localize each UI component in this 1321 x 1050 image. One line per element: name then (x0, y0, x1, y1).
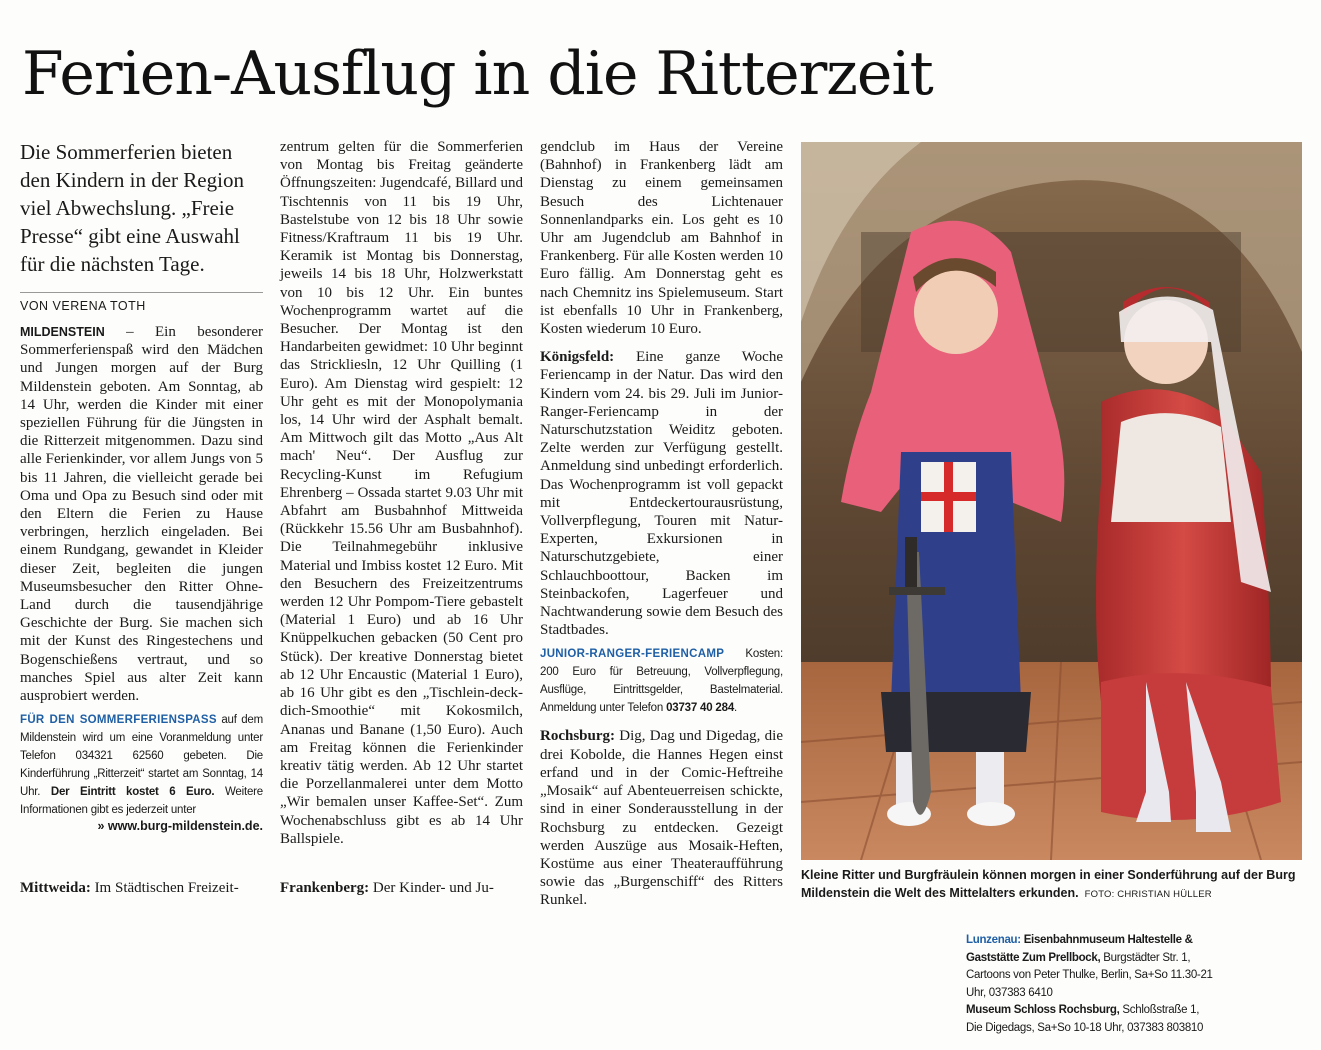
info-box-junior-ranger (540, 645, 783, 717)
listing-box (966, 932, 1214, 1037)
article-body-3a: gendclub im Haus der Vereine (Bahnhof) in Frankenberg lädt am Dienstag zu einem gemeinsamen Besuch des Lichtenauer Sonnenlandparks ein. Los geht es 10 Uhr am Jugendclub am Bahnhof in Frankenberg. Für alle Kosten werden 10 Euro fällig. Am Donnerstag geht es nach Chemnitz ins Spielemuseum. Start ist ebenfalls 10 Uhr in Frankenberg, Kosten wiederum 10 Euro. (540, 139, 783, 338)
listing-details-1: Burgstädter Str. 1, Cartoons von Peter Thulke, Berlin, Sa+So 11.30-21 Uhr, 037383 6410 (966, 951, 1213, 999)
subhead-frankenberg: Frankenberg: (280, 880, 370, 896)
website-link[interactable]: » www.burg-mildenstein.de. (97, 819, 263, 834)
photo-knight-children (801, 142, 1302, 860)
subhead-koenigsfeld: Königsfeld: (540, 349, 615, 366)
body-text: Der Kinder- und Ju- (369, 880, 494, 896)
info-head: JUNIOR-RANGER-FERIENCAMP (540, 648, 725, 661)
byline: VON VERENA TOTH (20, 292, 263, 323)
headline: Ferien-Ausflug in die Ritterzeit (22, 39, 933, 109)
photo-caption (801, 866, 1311, 904)
dateline: MILDENSTEIN (20, 325, 105, 339)
column-2-footer (280, 880, 523, 897)
info-text: Kosten: 200 Euro für Betreuung, Vollverpflegung, Ausflüge, Eintrittsgelder, Bastelmaterial. Anmeldung unter Telefon (540, 648, 783, 715)
article-column-3 (540, 138, 783, 910)
article-body-1 (20, 323, 263, 705)
column-1-footer (20, 880, 263, 897)
article-column-1 (20, 138, 263, 833)
info-phone: 03737 40 284 (666, 702, 735, 715)
body-text: Im Städtischen Freizeit- (90, 880, 239, 896)
article-column-2 (280, 138, 523, 848)
listing-details-2: Schloßstraße 1, Die Digedags, Sa+So 10-18 Uhr, 037383 803810 (966, 1004, 1204, 1034)
info-price: Der Eintritt kostet 6 Euro. (50, 786, 215, 799)
body-text: Dig, Dag und Digedag, die drei Kobolde, die Hannes Hegen einst erfand und in der Comic-Heftreihe „Mosaik“ auf Abenteuerreisen schickte, sind in einer Sonderausstellung in der Rochsburg zu entdecken. Gezeigt werden Auszüge aus Mosaik-Heften, Kostüme aus einer Theateraufführung sowie das „Burgenschiff“ des Ritters Runkel. (540, 728, 783, 909)
article-photo (801, 142, 1302, 860)
article-body-3c (540, 727, 783, 909)
body-text: Eine ganze Woche Feriencamp in der Natur. Das wird den Kindern vom 24. bis 29. Juli im Junior-Ranger-Feriencamp in der Naturschutzstation Weiditz geboten. Zelte werden zur Verfügung gestellt. Anmeldung sind unbedingt erforderlich. Das Wochenprogramm ist voll gepackt mit Entdeckertourausrüstung, Vollverpflegung, Touren mit Natur-Experten, Exkursionen in Naturschutzgebiete, einer Schlauchboottour, Backen im Steinbackofen, Lagerfeuer und Nachtwanderung sowie dem Besuch des Stadtbades. (540, 349, 783, 639)
info-tail: . (734, 702, 738, 715)
subhead-rochsburg: Rochsburg: (540, 728, 616, 745)
info-box-mildenstein (20, 711, 263, 819)
article-lead: Die Sommerferien bieten den Kindern in der Region viel Abwechslung. „Freie Presse“ gibt eine Auswahl für die nächsten Tage. (20, 140, 244, 276)
info-text: auf dem Mildenstein wird um eine Voranmeldung unter Telefon 034321 62560 gebeten. Die Kinderführung „Ritterzeit“ startet am Sonntag, 14 Uhr. (20, 714, 263, 799)
subhead-mittweida: Mittweida: (20, 880, 91, 896)
listing-venue-2: Museum Schloss Rochsburg, (966, 1004, 1120, 1016)
article-body-2: zentrum gelten für die Sommerferien von Montag bis Freitag geänderte Öffnungszeiten: Jugendcafé, Billard und Tischtennis von 11 bis 19 Uhr, Bastelstube von 12 bis 18 Uhr sowie Fitness/Kraftraum 11 bis 19 Uhr. Keramik ist Montag bis Donnerstag, jeweils 14 bis 18 Uhr, Holzwerkstatt von 10 bis 12 Uhr. Ein buntes Wochenprogramm wartet auf die Besucher. Der Montag ist den Handarbeiten gewidmet: 10 Uhr beginnt das Strickliesln, 12 Uhr Quilling (1 Euro). Am Dienstag wird gespielt: 12 Uhr geht es mit der Monopolymania los, 14 Uhr wird der Asphalt bemalt. Am Mittwoch gilt das Motto „Aus Alt mach' Neu“. Der Ausflug zur Recycling-Kunst im Refugium Ehrenberg – Ossada startet 9.03 Uhr mit Abfahrt am Busbahnhof Mittweida (Rückkehr 15.56 Uhr am Busbahnhof). Die Teilnahmegebühr inklusive Material und Imbiss kostet 12 Euro. Mit den Besuchern des Freizeitzentrums werden 12 Uhr Pompom-Tiere gebastelt (Material 1 Euro) und ab 16 Uhr Knüppelkuchen gebacken (50 Cent pro Stück). Der kreative Donnerstag bietet ab 12 Uhr Encaustic (Material 1 Euro), ab 16 Uhr gibt es den „Tischlein-deck-dich-Smoothie“ mit Kokosmilch, Ananas und Banane (1,50 Euro). Auch am Freitag können die Ferienkinder kreativ tätig werden. Ab 12 Uhr startet die Porzellanmalerei unter dem Motto „Wir bemalen unser Kaffee-Set“. Zum Wochenabschluss gibt es ab 14 Uhr Ballspiele. (280, 139, 523, 847)
listing-venue-1: Eisenbahnmuseum Haltestelle & Gaststätte Zum Prellbock, (966, 934, 1193, 964)
body-text: – Ein besonderer Sommerferienspaß wird den Mädchen und Jungen morgen auf der Burg Mildenstein geboten. Am Sonntag, ab 14 Uhr, werden die Kinder mit einer speziellen Führung für die Jüngsten in die Ritterzeit mitgenommen. Dazu sind alle Ferienkinder, vor allem Jungs von 5 bis 11 Jahren, die vielleicht gerade bei Oma und Opa zu Besuch sind oder mit den Eltern die Ferien zu Hause verbringen, herzlich eingeladen. Bei einem Rundgang, gewandet in Kleider dieser Zeit, begleiten die jungen Museumsbesucher den Ritter Ohne-Land durch die tausendjährige Geschichte der Burg. Sie machen sich mit der Kunst des Ringestechens und Bogenschießens vertraut, und so manches Spiel aus alter Zeit kann ausprobiert werden. (20, 324, 263, 705)
photo-credit: FOTO: CHRISTIAN HÜLLER (1084, 889, 1212, 900)
caption-text: Kleine Ritter und Burgfräulein können morgen in einer Sonderführung auf der Burg Mildenstein die Welt des Mittelalters erkunden. (801, 868, 1296, 900)
listing-place: Lunzenau: (966, 934, 1021, 946)
info-tail: Weitere Informationen gibt es jederzeit unter (20, 786, 263, 817)
article-body-3b (540, 348, 783, 639)
info-head: FÜR DEN SOMMERFERIENSPASS (20, 714, 217, 727)
